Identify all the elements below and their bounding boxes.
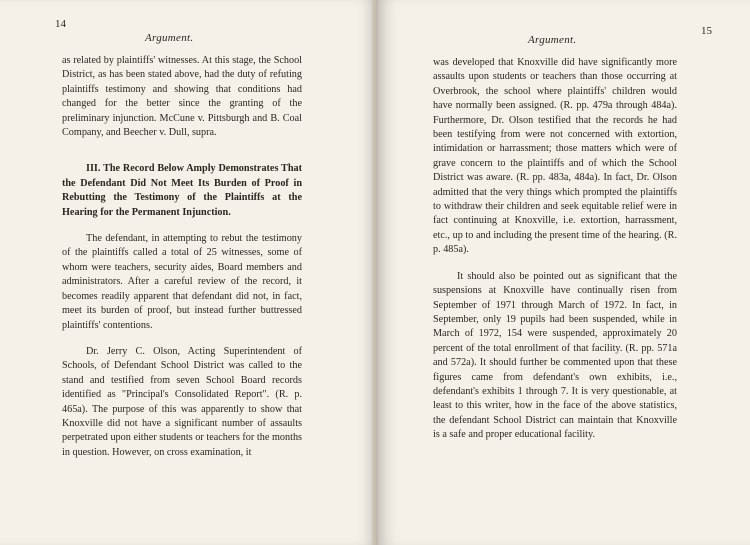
- running-head-left: Argument.: [145, 32, 194, 44]
- right-page-body: [433, 56, 677, 443]
- page-number-left: 14: [55, 18, 66, 30]
- paragraph-continuation-left: as related by plaintiffs' witnesses. At this stage, the School District, as has been stated above, had the duty of refuting plaintiffs testimony and showing that conditions had changed for the better since the granting of the preliminary injunction. McCune v. Pittsburgh and B. Coal Company, and Beecher v. Dull, supra.: [62, 55, 302, 139]
- right-page: [378, 0, 750, 545]
- section-heading-iii: III. The Record Below Amply Demonstrates That the Defendant Did Not Meet Its Burden of Proof in Rebutting the Testimony of the Plaintiffs at the Hearing for the Permanent Injunction.: [62, 163, 302, 218]
- running-head-right: Argument.: [528, 34, 577, 46]
- page-number-right: 15: [701, 25, 712, 37]
- paragraph-defendant-rebuttal: The defendant, in attempting to rebut the testimony of the plaintiffs called a total of 25 witnesses, some of whom were teachers, security aides, Board members and administrators. After a careful review of the record, it becomes readily apparent that defendant did not, in fact, meet its burden of proof, but instead further buttressed plaintiffs' contentions.: [62, 233, 302, 331]
- paragraph-olson-testimony: Dr. Jerry C. Olson, Acting Superintendent of Schools, of Defendant School District was called to the stand and testified from seven School Board records identified as "Principal's Consolidated Report". (R. p. 465a). The purpose of this was apparently to show that Knoxville did not have a significant number of assaults perpetrated upon either students or teachers for the months in question. However, on cross examination, it: [62, 345, 302, 458]
- paragraph-continuation-right: was developed that Knoxville did have significantly more assaults upon students or teachers than those occurring at Overbrook, the school where plaintiffs' children would have normally been assigned. (R. pp. 479a through 484a). Furthermore, Dr. Olson testified that the records he had been testifying from were not concerned with extortion, intimidation or harrassment; those matters which were of grave concern to the plaintiffs and of which the School District was aware. (R. pp. 483a, 484a). In fact, Dr. Olson admitted that the very things which prompted the plaintiffs to withdraw their children and seek equitable relief were in fact continuing at Knoxville, i.e. extortion, harrassment, etc., up to and including the present time of the hearing. (R. p. 485a).: [433, 57, 677, 256]
- left-page-body: [62, 54, 302, 460]
- paragraph-suspensions: It should also be pointed out as significant that the suspensions at Knoxville have continually risen from September of 1971 through March of 1972. In fact, in September, only 19 pupils had been suspended, while in March of 1972, 154 were suspended, approximately 20 percent of the total enrollment of that facility. (R. pp. 571a and 572a). It should further be commented upon that these figures came from defendant's own exhibits, i.e., defendant's exhibits 1 through 7. It is very questionable, at least to this writer, how in the face of the above statistics, the defendant School District can maintain that Knoxville is a safe and proper educational facility.: [433, 270, 677, 441]
